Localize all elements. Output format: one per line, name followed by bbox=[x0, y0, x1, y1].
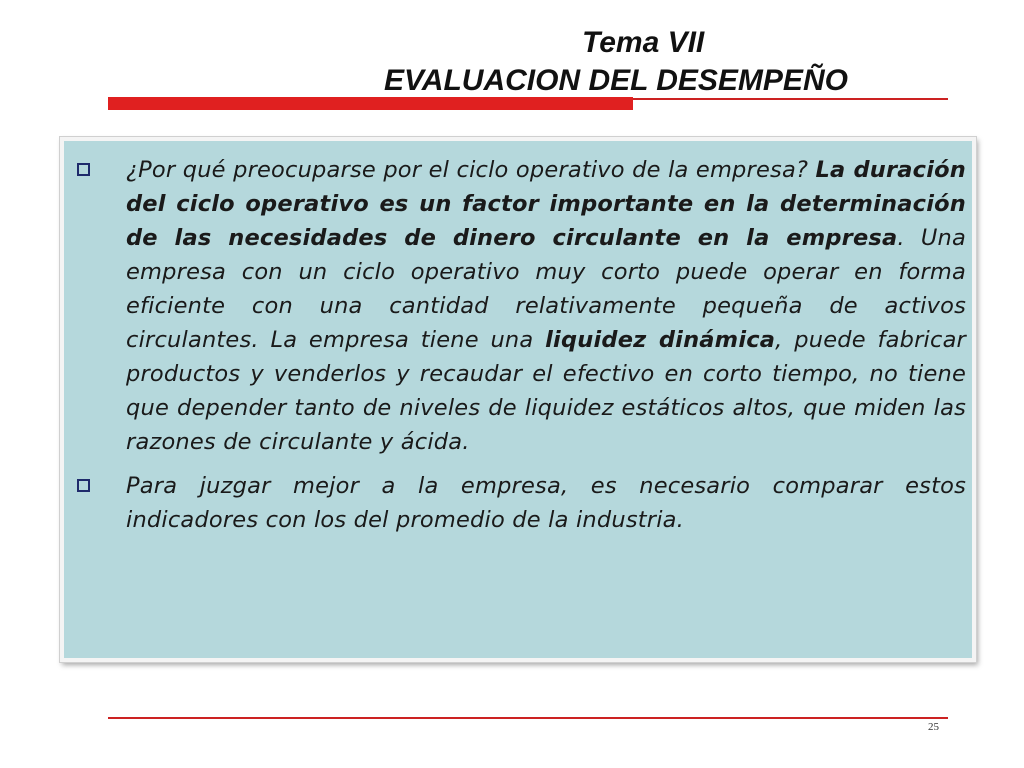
bullet-text-segment: , puede fabricar productos y venderlos y recaudar el efectivo en corto tiempo, no tiene que depender tanto de niveles de liquidez estáticos altos, que miden las razones de circulante y ácida. bbox=[126, 327, 967, 455]
title-line-2: EVALUACION DEL DESEMPEÑO bbox=[384, 64, 848, 97]
footer-divider-line bbox=[108, 717, 948, 719]
header-accent-bar bbox=[108, 97, 633, 110]
square-bullet-icon bbox=[77, 479, 90, 492]
bullet-text bbox=[126, 153, 966, 459]
bullet-list bbox=[64, 153, 972, 547]
bullet-item bbox=[64, 153, 972, 459]
bullet-text-segment: . Una empresa con un ciclo operativo muy corto puede operar en forma eficiente con una cantidad relativamente pequeña de activos circulantes. La empresa tiene una bbox=[126, 225, 967, 353]
bullet-text-segment: ¿Por qué preocuparse por el ciclo operativo de la empresa? bbox=[126, 157, 816, 183]
content-box bbox=[60, 137, 976, 662]
bullet-text-bold-segment: liquidez dinámica bbox=[545, 327, 776, 353]
bullet-text-bold-segment: La duración del ciclo operativo es un factor importante en la determinación de las necesidades de dinero circulante en la empresa bbox=[126, 157, 967, 251]
bullet-item bbox=[64, 469, 972, 537]
bullet-text bbox=[126, 469, 966, 537]
bullet-text-segment: Para juzgar mejor a la empresa, es necesario comparar estos indicadores con los del promedio de la industria. bbox=[126, 473, 966, 533]
square-bullet-icon bbox=[77, 163, 90, 176]
title-line-1: Tema VII bbox=[582, 26, 705, 59]
page-number: 25 bbox=[928, 721, 939, 733]
